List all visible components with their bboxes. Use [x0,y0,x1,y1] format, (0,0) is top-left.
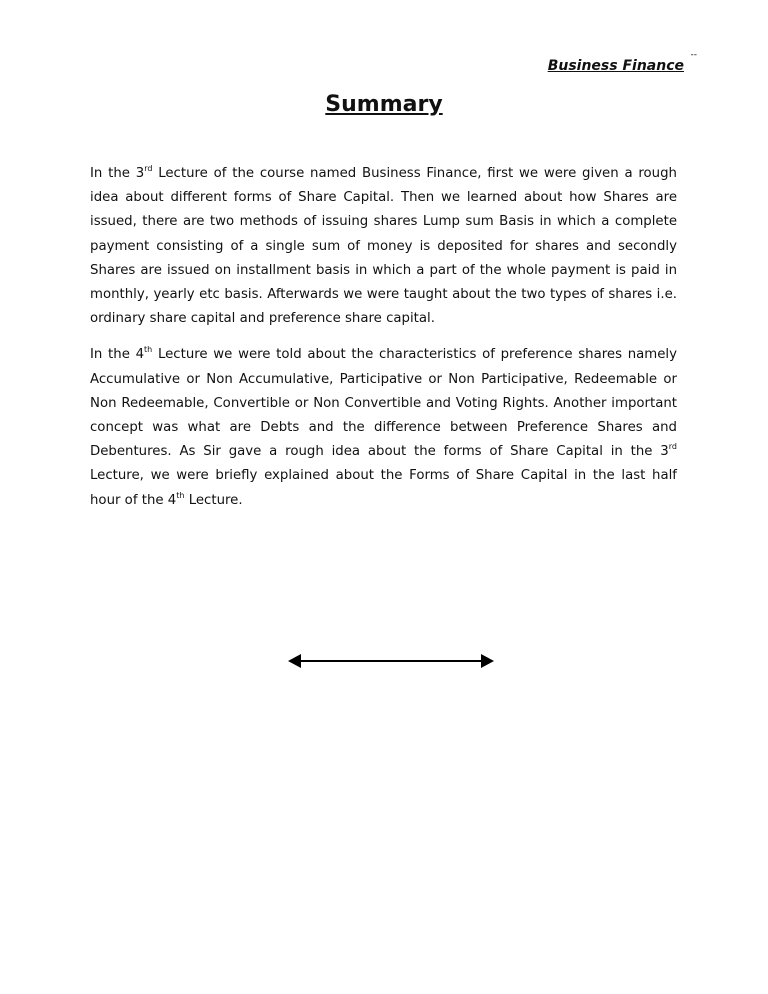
ordinal-suffix: th [176,490,185,500]
paragraph-lecture-3 [90,162,677,331]
ordinal-suffix: rd [668,442,677,452]
paragraph-2-text-part-4: Lecture. [184,492,243,508]
page-title: Summary [325,92,443,117]
running-header [547,50,697,74]
paragraph-2-text-part-1: In the 4 [90,347,145,363]
header-mark: -- [690,50,697,60]
ordinal-suffix: th [144,345,153,355]
ordinal-suffix: rd [144,164,153,173]
paragraph-1-text-start: In the 3 [90,166,145,181]
paragraph-2-text-part-2: Lecture we were told about the characteristics of preference shares namely Accumulative or Non Accumulative, Participative or Non Participative, Redeemable or Non Redeemable, Convertible or Non Convertible and Voting Rights. Another important concept was what are Debts and the difference between Preference Shares and Debentures. As Sir gave a rough idea about the forms of Share Capital in the 3 [90,347,677,460]
document-body [90,162,677,525]
paragraph-2-text-part-3: Lecture, we were briefly explained about the Forms of Share Capital in the last half hour of the 4 [90,468,677,508]
paragraph-lecture-4 [90,343,677,512]
paragraph-1-text-rest: Lecture of the course named Business Finance, first we were given a rough idea about different forms of Share Capital. Then we learned about how Shares are issued, there are two methods of issuing shares Lump sum Basis in which a complete payment consisting of a single sum of money is deposited for shares and secondly Shares are issued on installment basis in which a part of the whole payment is paid in monthly, yearly etc basis. Afterwards we were taught about the two types of shares i.e. ordinary share capital and preference share capital. [90,166,677,327]
double-arrow-icon [287,651,495,671]
header-title: Business Finance [547,58,684,74]
